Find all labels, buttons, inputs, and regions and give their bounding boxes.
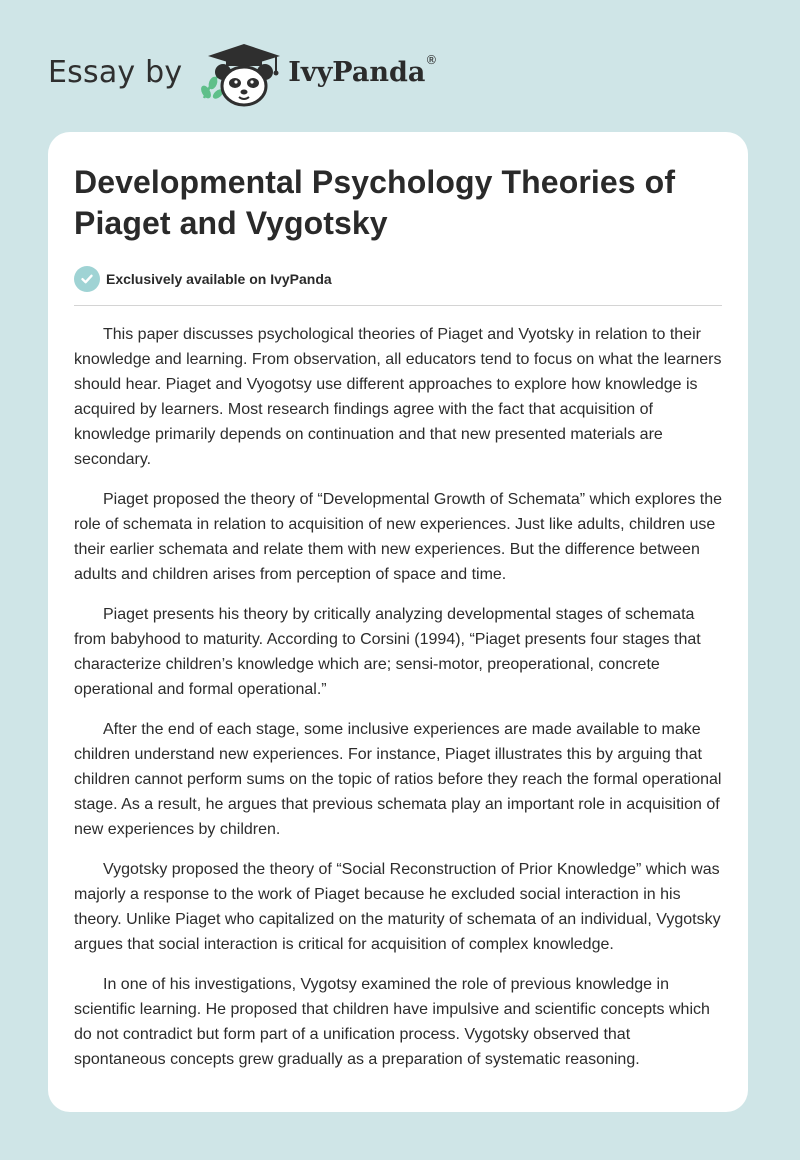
essay-card [48, 132, 748, 1112]
divider [74, 305, 722, 306]
paragraph: Piaget proposed the theory of “Developmental Growth of Schemata” which explores the role of schemata in relation to acquisition of new experiences. Just like adults, children use their earlier schemata and relate them with new experiences. But the difference between adults and children arises from perception of space and time. [74, 491, 722, 583]
check-circle-icon [74, 266, 100, 292]
panda-graduate-icon [196, 36, 282, 108]
paragraph: Vygotsky proposed the theory of “Social Reconstruction of Prior Knowledge” which was majorly a response to the work of Piaget because he excluded social interaction in his theory. Unlike Piaget who capitalized on the maturity of schemata of an individual, Vygotsky argues that social interaction is critical for acquisition of complex knowledge. [74, 861, 721, 953]
paragraph: After the end of each stage, some inclusive experiences are made available to make children understand new experiences. For instance, Piaget illustrates this by arguing that children cannot perform sums on the topic of ratios before they reach the formal operational stage. As a result, he argues that previous schemata play an important role in acquisition of new experiences by children. [74, 721, 722, 838]
page-title: Developmental Psychology Theories of Piaget and Vygotsky [74, 164, 676, 241]
brand-name: IvyPanda® [288, 52, 438, 88]
essay-by-label: Essay by [48, 54, 183, 90]
paragraph: This paper discusses psychological theories of Piaget and Vyotsky in relation to their knowledge and learning. From observation, all educators tend to focus on what the learners should hear. Piaget and Vyogotsy use different approaches to explore how knowledge is acquired by learners. Most research findings agree with the fact that acquisition of knowledge primarily depends on continuation and that new presented materials are secondary. [74, 326, 722, 468]
paragraph: Piaget presents his theory by critically analyzing developmental stages of schemata from babyhood to maturity. According to Corsini (1994), “Piaget presents four stages that characterize children’s knowledge which are; sensi-motor, preoperational, concrete operational and formal operational.” [74, 606, 701, 698]
paragraph: In one of his investigations, Vygotsy examined the role of previous knowledge in scientific learning. He proposed that children have impulsive and scientific concepts which do not contradict but form part of a unification process. Vygotsky observed that spontaneous concepts grew gradually as a preparation of systematic reasoning. [74, 976, 710, 1068]
site-header [48, 36, 437, 108]
exclusive-badge [74, 266, 722, 292]
essay-body [74, 322, 722, 1072]
exclusive-label: Exclusively available on IvyPanda [106, 271, 332, 287]
